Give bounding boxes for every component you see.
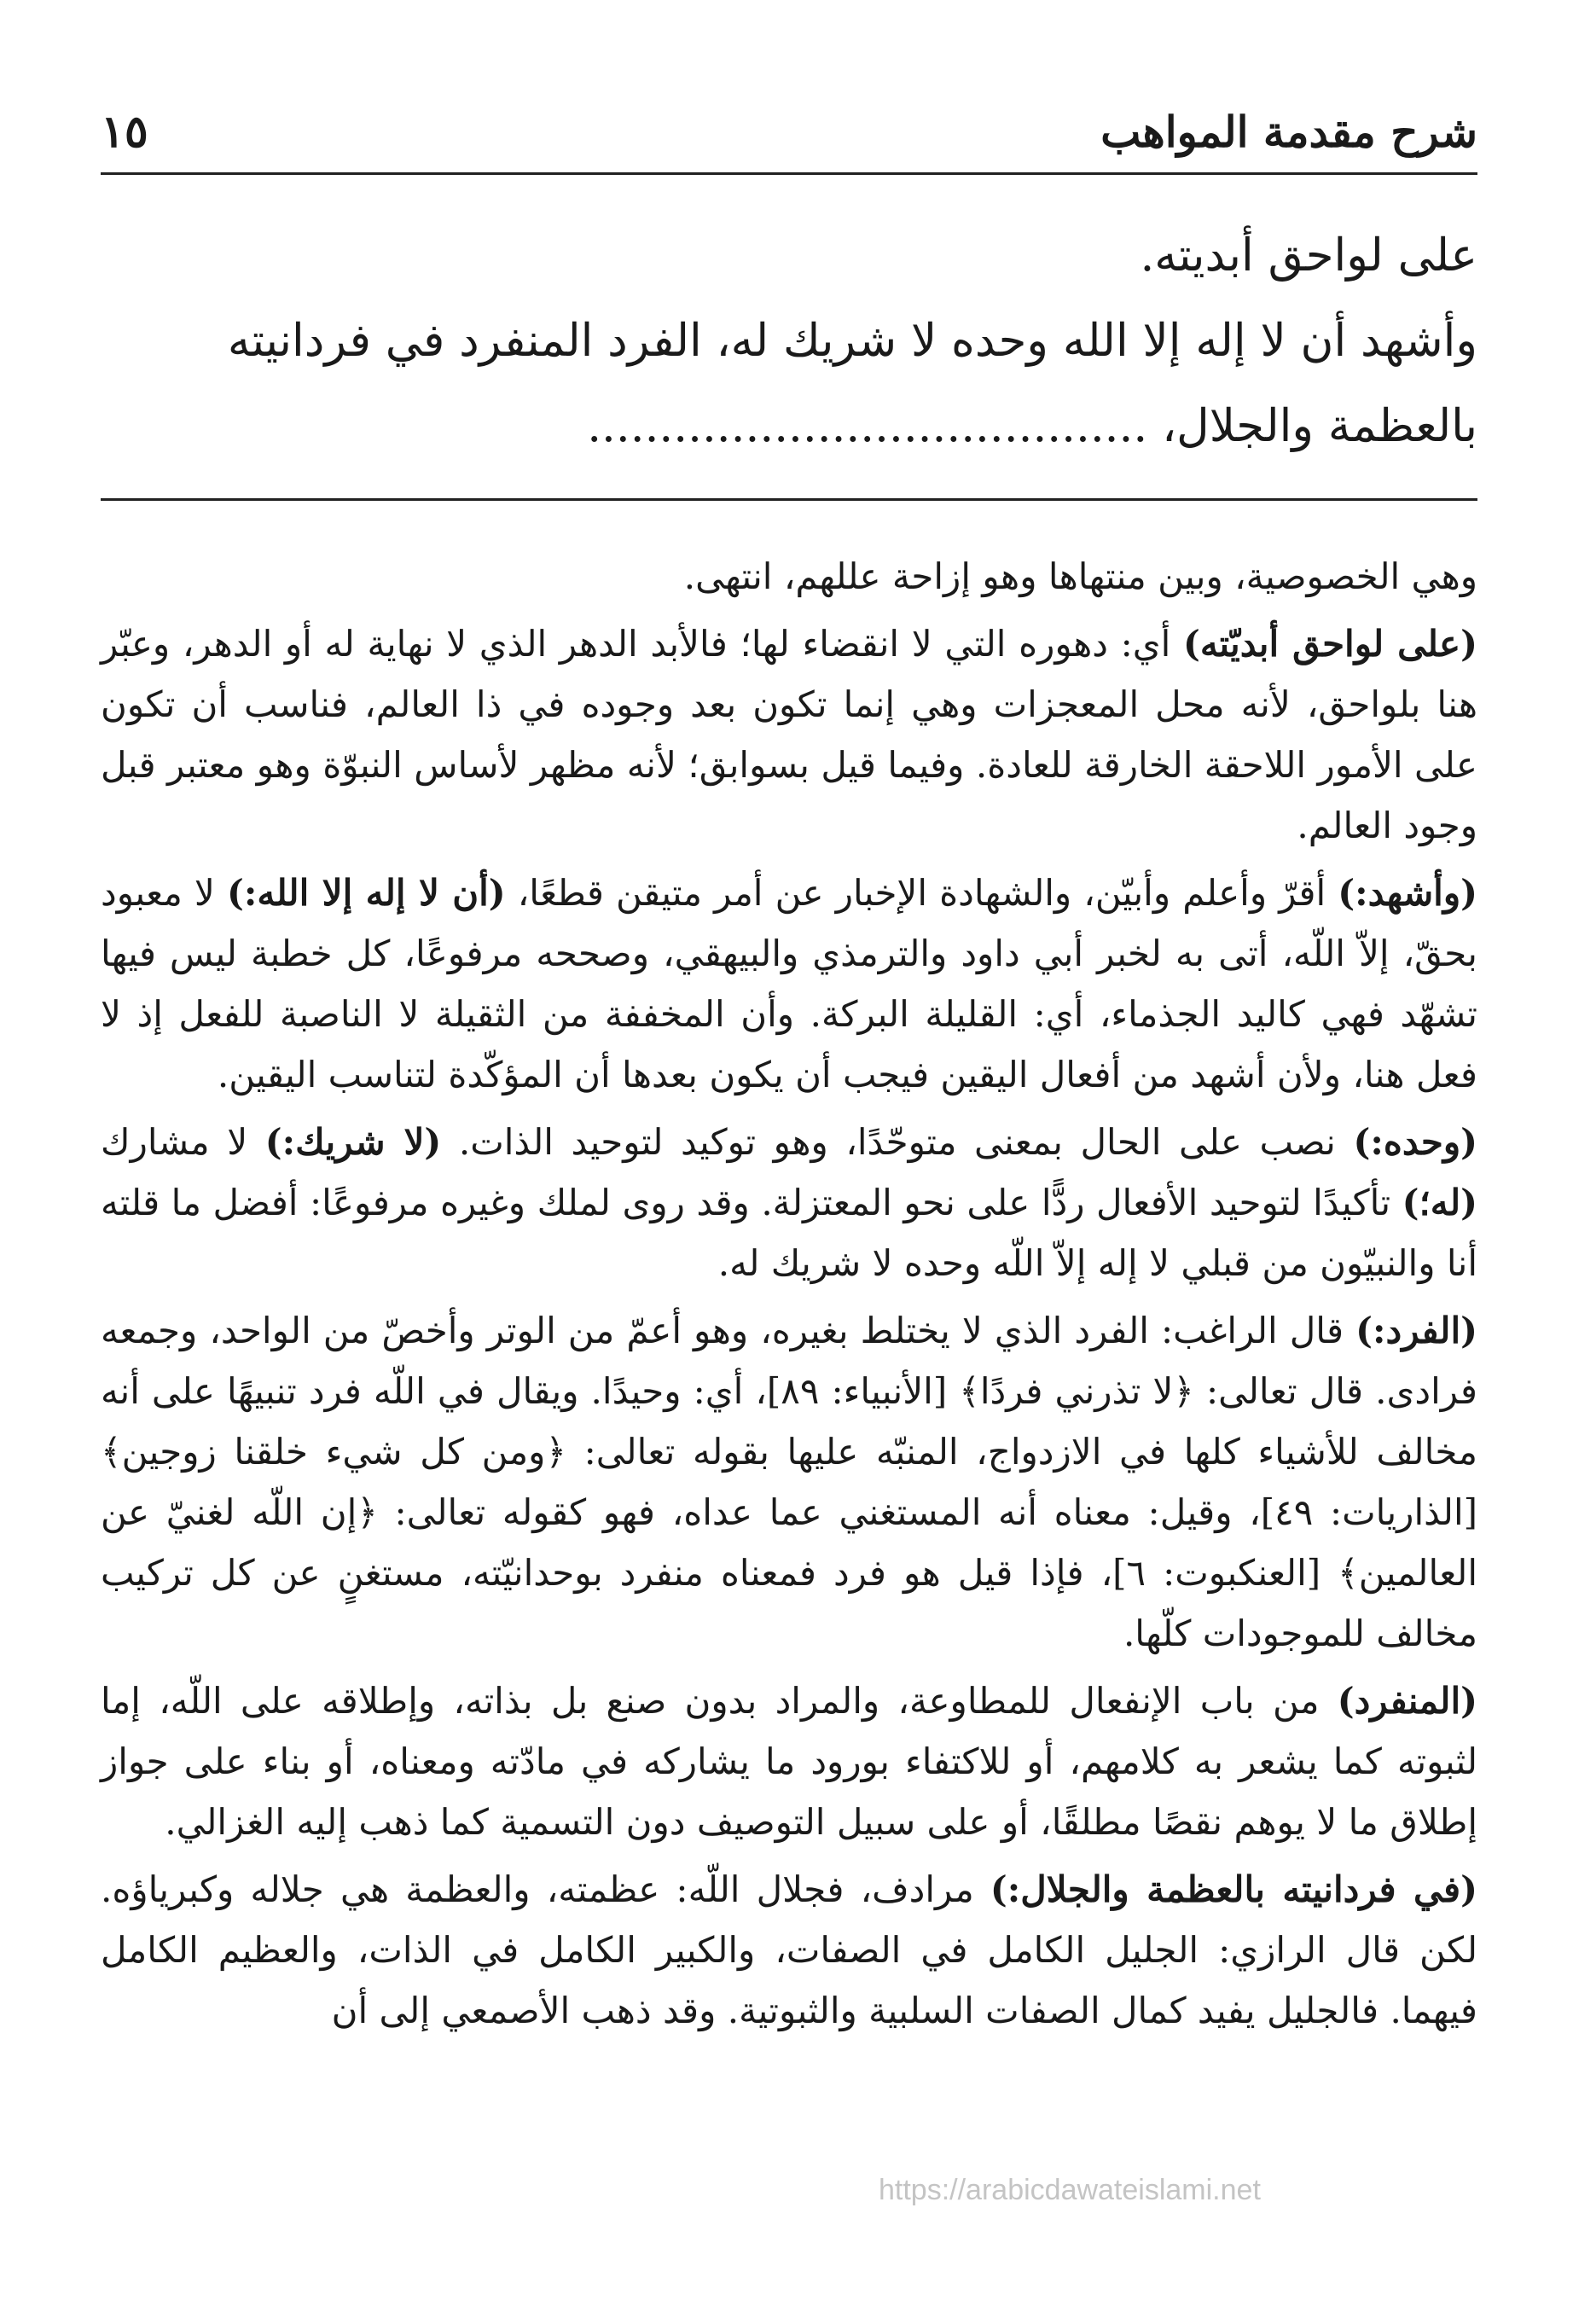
lemma: (على لواحق أبديّته) — [1182, 623, 1477, 665]
main-text-line: على لواحق أبديته. — [1140, 229, 1477, 282]
paragraph-text: أقرّ وأعلم وأبيّن، والشهادة الإخبار عن أمر متيقن قطعًا، — [505, 872, 1338, 914]
running-title: شرح مقدمة المواهب — [1100, 107, 1477, 157]
lemma: (الفرد:) — [1355, 1310, 1477, 1351]
paragraph-text: تأكيدًا لتوحيد الأفعال ردًّا على نحو المعتزلة. وقد روى لملك وغيره مرفوعًا: أفضل ما قلته أنا والنبيّون من قبلي لا إله إلاّ اللّه وحده لا شريك له. — [101, 1182, 1477, 1284]
lemma: (في فردانيته بالعظمة والجلال:) — [990, 1868, 1477, 1910]
watermark: https://arabicdawateislami.net — [879, 2174, 1261, 2206]
header-rule — [101, 172, 1477, 175]
paragraph-text: لا معبود بحقّ، إلاّ اللّه، أتى به لخبر أبي داود والترمذي والبيهقي، وصححه مرفوعًا، كل خطبة ليس فيها تشهّد فهي كاليد الجذماء، أي: القليلة البركة. وأن المخففة من الثقيلة لا الناصبة للفعل إذ لا فعل هنا، ولأن أشهد من أفعال اليقين فيجب أن يكون بعدها أن المؤكّدة لتناسب اليقين. — [101, 872, 1477, 1095]
paragraph-text: مرادف، فجلال اللّه: عظمته، والعظمة هي جلاله وكبرياؤه. لكن قال الرازي: الجليل الكامل في الصفات، والكبير الكامل في الذات، والعظيم الكامل فيهما. فالجليل يفيد كمال الصفات السلبية والثبوتية. وقد ذهب الأصمعي إلى أن — [101, 1868, 1477, 2031]
paragraph-text: أي: دهوره التي لا انقضاء لها؛ فالأبد الدهر الذي لا نهاية له أو الدهر، وعبّر هنا بلواحق، لأنه محل المعجزات وهي إنما تكون بعد وجوده في ذا العالم، فناسب أن تكون على الأمور اللاحقة الخارقة للعادة. وفيما قيل بسوابق؛ لأنه مظهر لأساس النبوّة وهو معتبر قبل وجود العالم. — [101, 623, 1477, 846]
paragraph-text: من باب الإنفعال للمطاوعة، والمراد بدون صنع بل بذاته، وإطلاقه على اللّه، إما لثبوته كما يشعر به كلامهم، أو للاكتفاء بورود ما يشاركه في مادّته ومعناه، أو بناء على جواز إطلاق ما لا يوهم نقصًا مطلقًا، أو على سبيل التوصيف دون التسمية كما ذهب إليه الغزالي. — [101, 1680, 1477, 1843]
paragraph-text: قال الراغب: الفرد الذي لا يختلط بغيره، وهو أعمّ من الوتر وأخصّ من الواحد، وجمعه فرادى. قال تعالى: ﴿لا تذرني فردًا﴾ [الأنبياء: ٨٩]، أي: وحيدًا. ويقال في اللّه فرد تنبيهًا على أنه مخالف للأشياء كلها في الازدواج، المنبّه عليها بقوله تعالى: ﴿ومن كل شيء خلقنا زوجين﴾ [الذاريات: ٤٩]، وقيل: معناه أنه المستغني عما عداه، فهو كقوله تعالى: ﴿إن اللّه لغنيّ عن العالمين﴾ [العنكبوت: ٦]، فإذا قيل هو فرد فمعناه منفرد بوحدانيّته، مستغنٍ عن كل تركيب مخالف للموجودات كلّها. — [101, 1310, 1478, 1654]
paragraph-text: نصب على الحال بمعنى متوحّدًا، وهو توكيد لتوحيد الذات. — [441, 1121, 1354, 1163]
main-text — [101, 213, 1477, 469]
lemma: (أن لا إله إلا الله:) — [226, 872, 506, 914]
lemma: (وأشهد:) — [1338, 872, 1477, 914]
lemma: (المنفرد) — [1337, 1680, 1477, 1722]
commentary — [101, 546, 1477, 2048]
lemma: (له؛) — [1402, 1182, 1477, 1223]
page-header — [101, 96, 1477, 169]
paragraph-text: وهي الخصوصية، وبين منتهاها وهو إزاحة عللهم، انتهى. — [683, 555, 1477, 597]
commentary-paragraph — [101, 1300, 1477, 1664]
separator-rule — [101, 498, 1477, 501]
main-text-line: بالعظمة والجلال، ....................................... — [587, 400, 1477, 452]
page-number: ١٥ — [101, 106, 148, 158]
commentary-paragraph — [101, 1112, 1477, 1293]
commentary-paragraph — [101, 863, 1477, 1105]
commentary-paragraph — [101, 1859, 1477, 2041]
commentary-paragraph — [101, 613, 1477, 856]
lemma: (وحده:) — [1353, 1121, 1478, 1163]
commentary-paragraph — [101, 546, 1477, 607]
lemma: (لا شريك:) — [264, 1121, 442, 1163]
paragraph-text: لا مشارك — [101, 1121, 265, 1163]
main-text-line: وأشهد أن لا إله إلا الله وحده لا شريك له، الفرد المنفرد في فردانيته — [227, 315, 1477, 367]
commentary-paragraph — [101, 1670, 1477, 1852]
